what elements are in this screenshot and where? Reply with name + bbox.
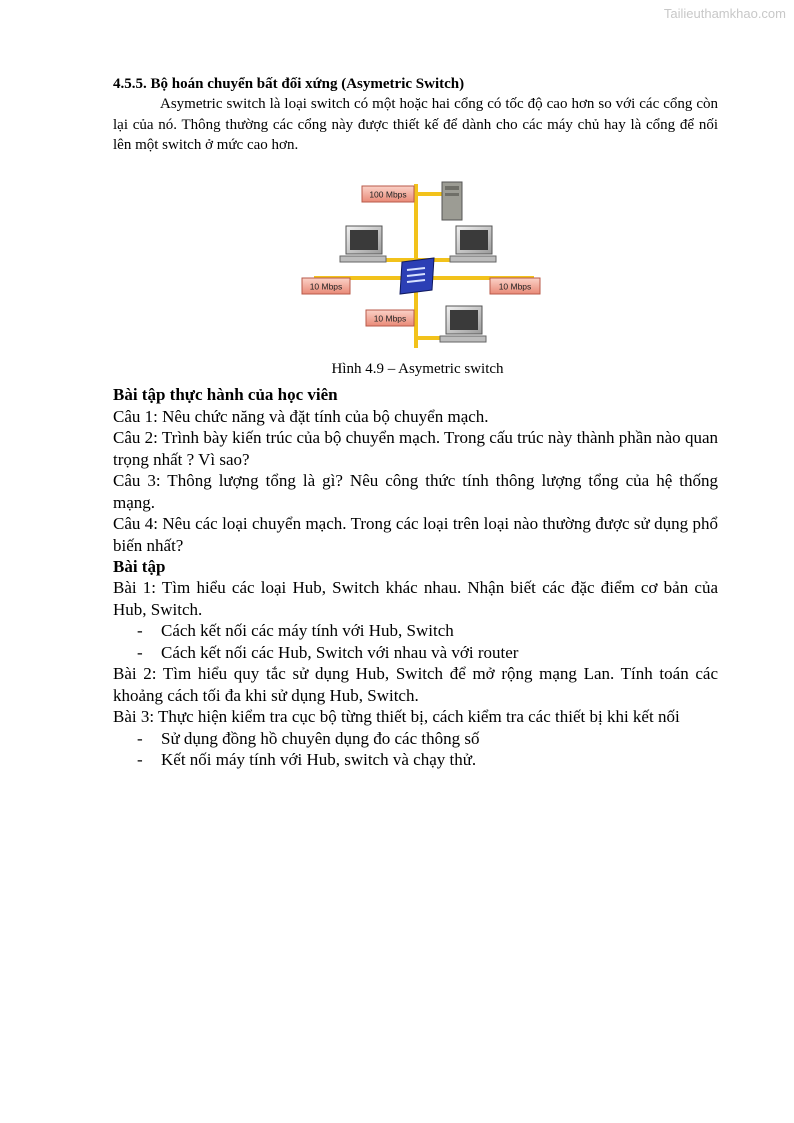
label-left [302,278,350,294]
label-bottom [366,310,414,326]
exercises-heading: Bài tập thực hành của học viên [113,384,338,404]
watermark: Tailieuthamkhao.com [663,6,786,21]
label-top [362,186,414,202]
document-page [113,74,718,771]
question-4: Câu 4: Nêu các loại chuyển mạch. Trong các loại trên loại nào thường được sử dụng phổ biến nhất? [113,514,718,555]
computer-icon-bottom-right [440,306,486,342]
question-3: Câu 3: Thông lượng tổng là gì? Nêu công thức tính thông lượng tổng của hệ thống mạng. [113,471,718,512]
section-title: 4.5.5. Bộ hoán chuyển bất đối xứng (Asymetric Switch) [113,76,465,92]
homework-3: Bài 3: Thực hiện kiểm tra cục bộ từng thiết bị, cách kiểm tra các thiết bị khi kết nối [113,707,680,726]
label-right [490,278,540,294]
figure-caption: Hình 4.9 – Asymetric switch [331,360,504,377]
network-diagram [294,178,549,358]
homework-1-list [113,620,718,663]
asymetric-switch-figure [294,178,549,358]
list-item: - Sử dụng đồng hồ chuyên dụng đo các thông số [137,728,718,750]
computer-icon-top-right [450,226,496,262]
list-item: - Kết nối máy tính với Hub, switch và chạy thử. [137,749,718,771]
switch-icon [400,258,434,294]
list-item: - Cách kết nối các Hub, Switch với nhau và với router [137,642,718,664]
question-1: Câu 1: Nêu chức năng và đặt tính của bộ chuyển mạch. [113,406,489,426]
label-left-text: 10 Mbps [309,281,343,291]
homework-1: Bài 1: Tìm hiểu các loại Hub, Switch khác nhau. Nhận biết các đặc điểm cơ bản của Hub, Switch. [113,578,718,619]
homework-heading: Bài tập [113,557,166,576]
label-right-text: 10 Mbps [498,281,532,291]
label-bottom-text: 10 Mbps [373,313,407,323]
intro-paragraph: Asymetric switch là loại switch có một hoặc hai cổng có tốc độ cao hơn so với các cổng còn lại của nó. Thông thường các cổng này được thiết kế để dành cho các máy chủ hay là cổng để nối lên một switch ở mức cao hơn. [113,96,718,153]
homework-2: Bài 2: Tìm hiểu quy tắc sử dụng Hub, Switch để mở rộng mạng Lan. Tính toán các khoảng cách tối đa khi sử dụng Hub, Switch. [113,664,718,705]
computer-icon-top-left [340,226,386,262]
list-item: - Cách kết nối các máy tính với Hub, Switch [137,620,718,642]
homework-3-list [113,728,718,771]
server-icon [442,182,462,220]
label-top-text: 100 Mbps [369,189,407,199]
question-2: Câu 2: Trình bày kiến trúc của bộ chuyển mạch. Trong cấu trúc này thành phần nào quan trọng nhất ? Vì sao? [113,428,718,469]
